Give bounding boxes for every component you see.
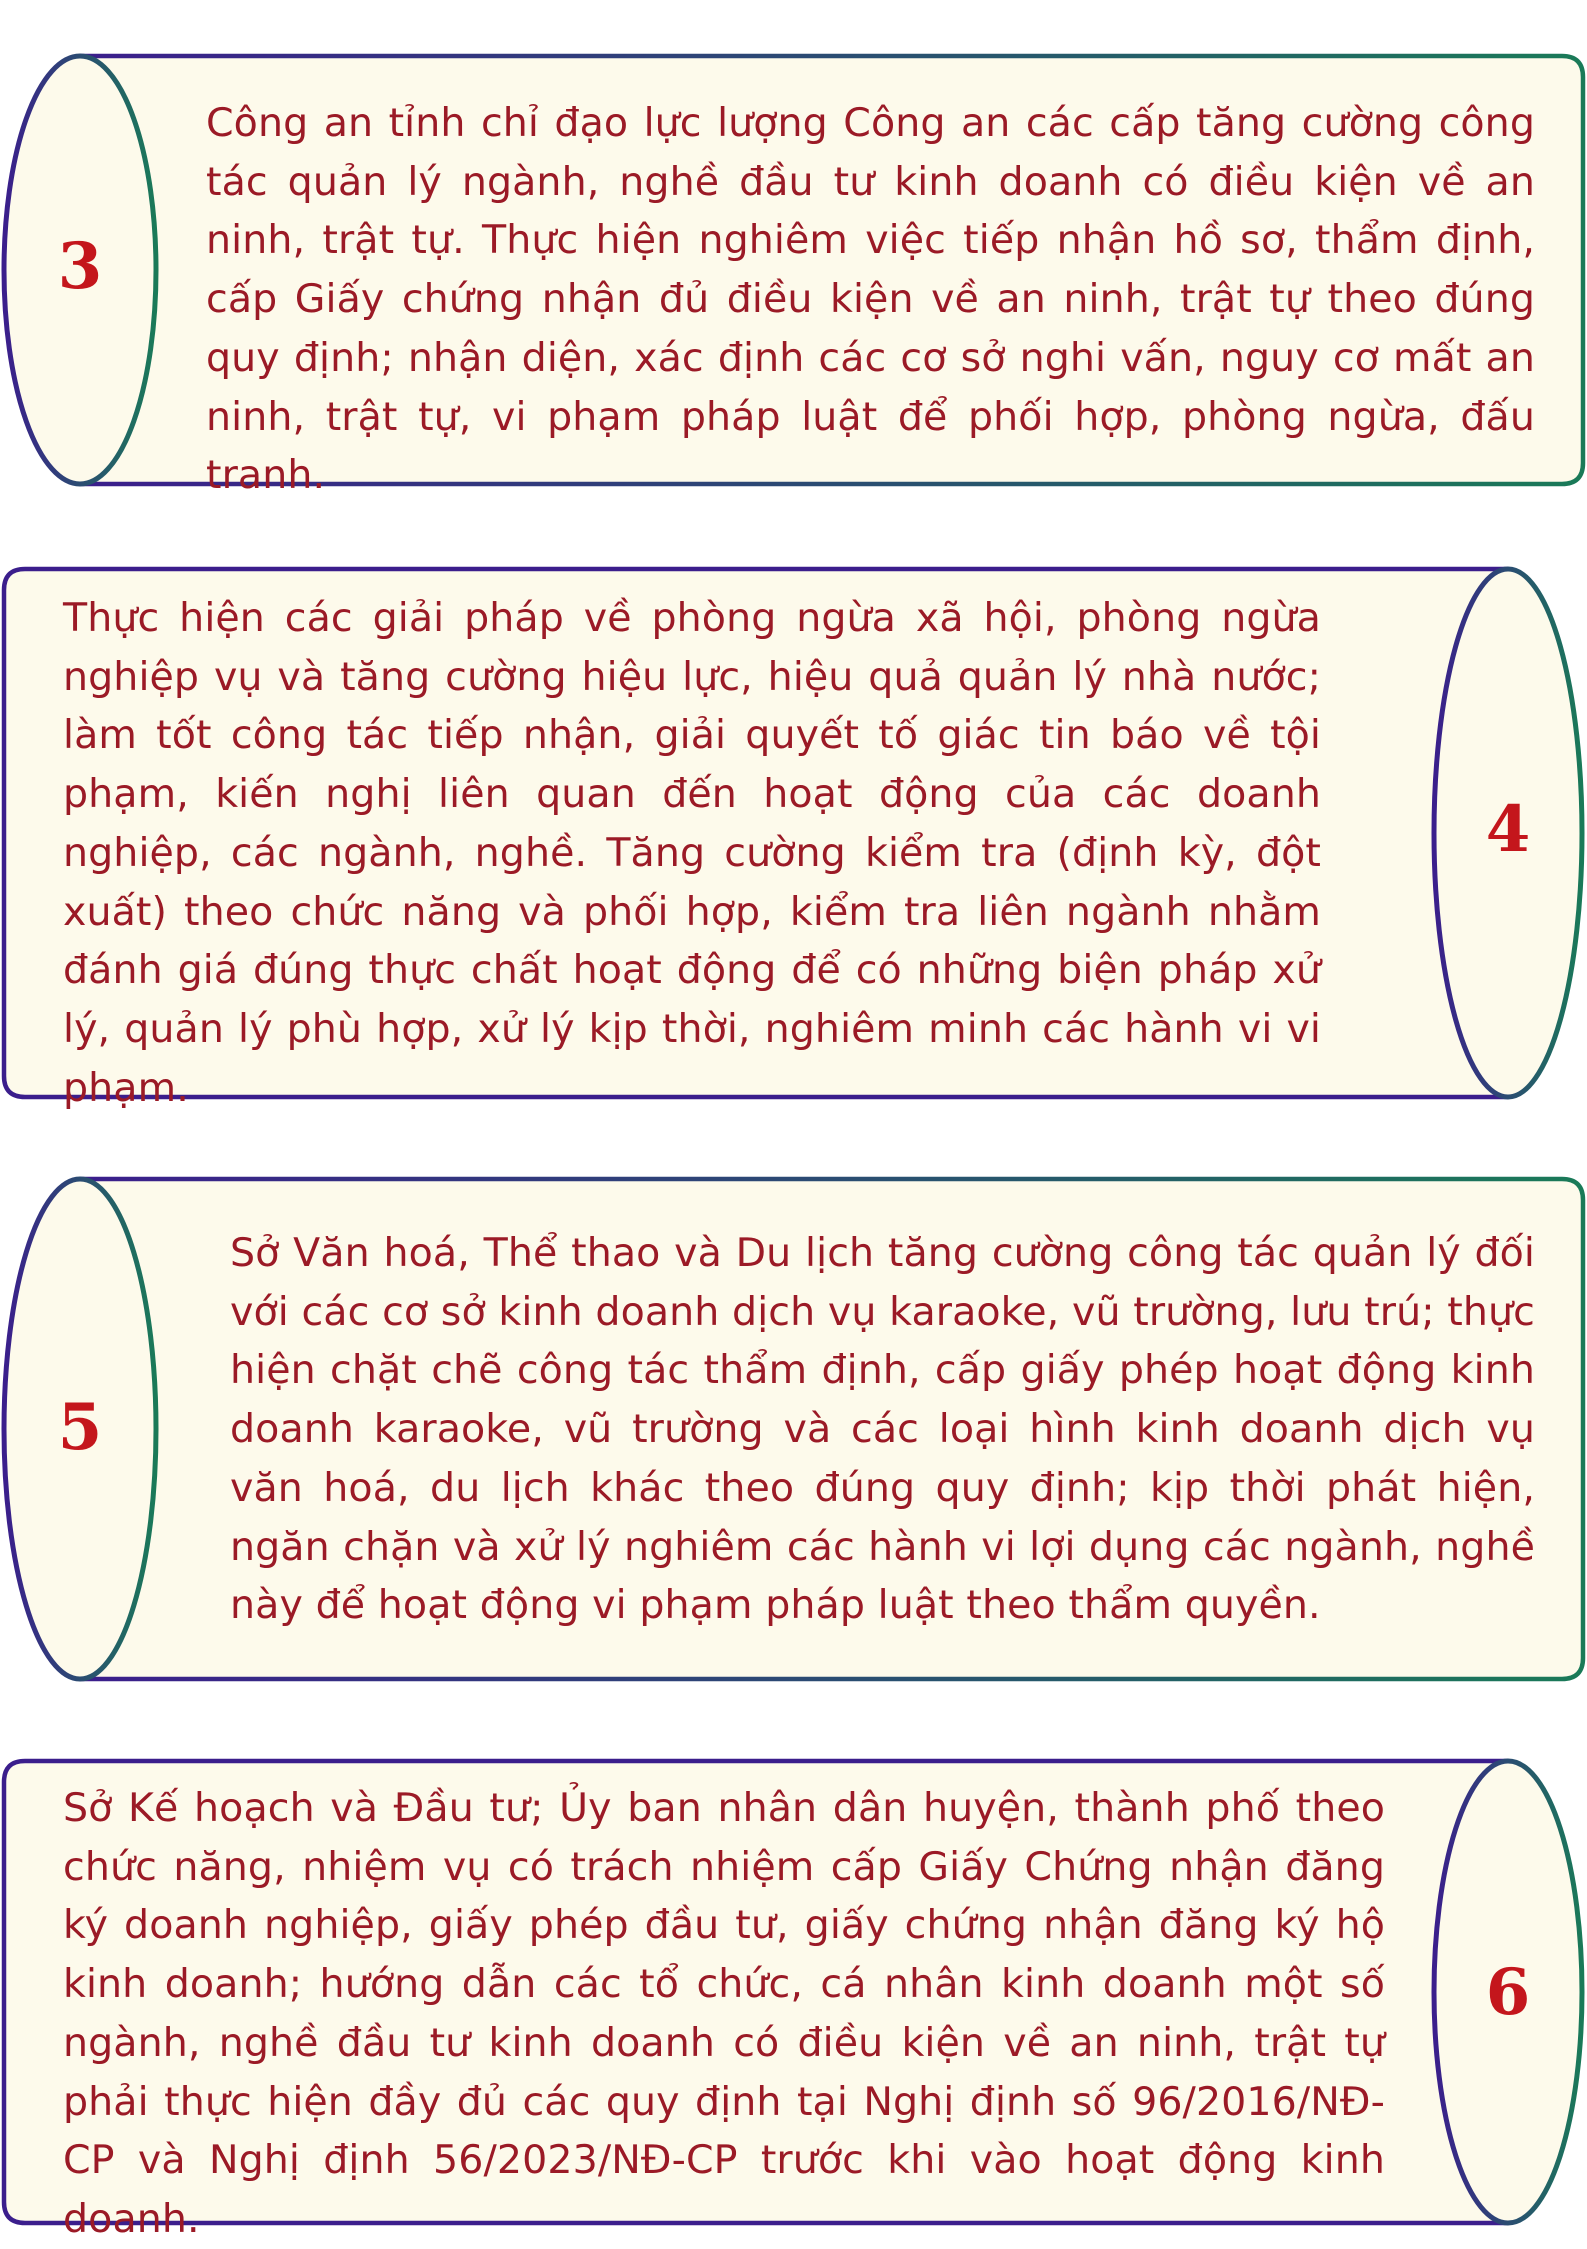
item-number: 6: [1485, 1955, 1531, 2030]
item-text: Sở Kế hoạch và Đầu tư; Ủy ban nhân dân huyện, thành phố theo chức năng, nhiệm vụ có trách nhiệm cấp Giấy Chứng nhận đăng ký doanh nghiệp, giấy phép đầu tư, giấy chứng nhận đăng ký hộ kinh doanh; hướng dẫn các tổ chức, cá nhân kinh doanh một số ngành, nghề đầu tư kinh doanh có điều kiện về an ninh, trật tự phải thực hiện đầy đủ các quy định tại Nghị định số 96/2016/NĐ-CP và Nghị định 56/2023/NĐ-CP trước khi vào hoạt động kinh doanh.: [63, 1785, 1385, 2242]
item-number: 3: [57, 229, 103, 304]
card-item-4: [0, 565, 1587, 1111]
item-text: Sở Văn hoá, Thể thao và Du lịch tăng cường công tác quản lý đối với các cơ sở kinh doanh dịch vụ karaoke, vũ trường, lưu trú; thực hiện chặt chẽ công tác thẩm định, cấp giấy phép hoạt động kinh doanh karaoke, vũ trường và các loại hình kinh doanh dịch vụ văn hoá, du lịch khác theo đúng quy định; kịp thời phát hiện, ngăn chặn và xử lý nghiêm các hành vi lợi dụng các ngành, nghề này để hoạt động vi phạm pháp luật theo thẩm quyền.: [230, 1230, 1535, 1629]
item-number: 5: [57, 1390, 103, 1465]
item-text: Thực hiện các giải pháp về phòng ngừa xã hội, phòng ngừa nghiệp vụ và tăng cường hiệu lực, hiệu quả quản lý nhà nước; làm tốt công tác tiếp nhận, giải quyết tố giác tin báo về tội phạm, kiến nghị liên quan đến hoạt động của các doanh nghiệp, các ngành, nghề. Tăng cường kiểm tra (định kỳ, đột xuất) theo chức năng và phối hợp, kiểm tra liên ngành nhằm đánh giá đúng thực chất hoạt động để có những biện pháp xử lý, quản lý phù hợp, xử lý kịp thời, nghiêm minh các hành vi vi phạm.: [63, 595, 1321, 1111]
item-text: Công an tỉnh chỉ đạo lực lượng Công an các cấp tăng cường công tác quản lý ngành, nghề đầu tư kinh doanh có điều kiện về an ninh, trật tự. Thực hiện nghiêm việc tiếp nhận hồ sơ, thẩm định, cấp Giấy chứng nhận đủ điều kiện về an ninh, trật tự theo đúng quy định; nhận diện, xác định các cơ sở nghi vấn, nguy cơ mất an ninh, trật tự, vi phạm pháp luật để phối hợp, phòng ngừa, đấu tranh.: [206, 100, 1535, 499]
item-number: 4: [1485, 792, 1531, 867]
card-item-5: [0, 1175, 1587, 1683]
card-item-6: [0, 1757, 1587, 2242]
card-item-3: [0, 52, 1587, 499]
